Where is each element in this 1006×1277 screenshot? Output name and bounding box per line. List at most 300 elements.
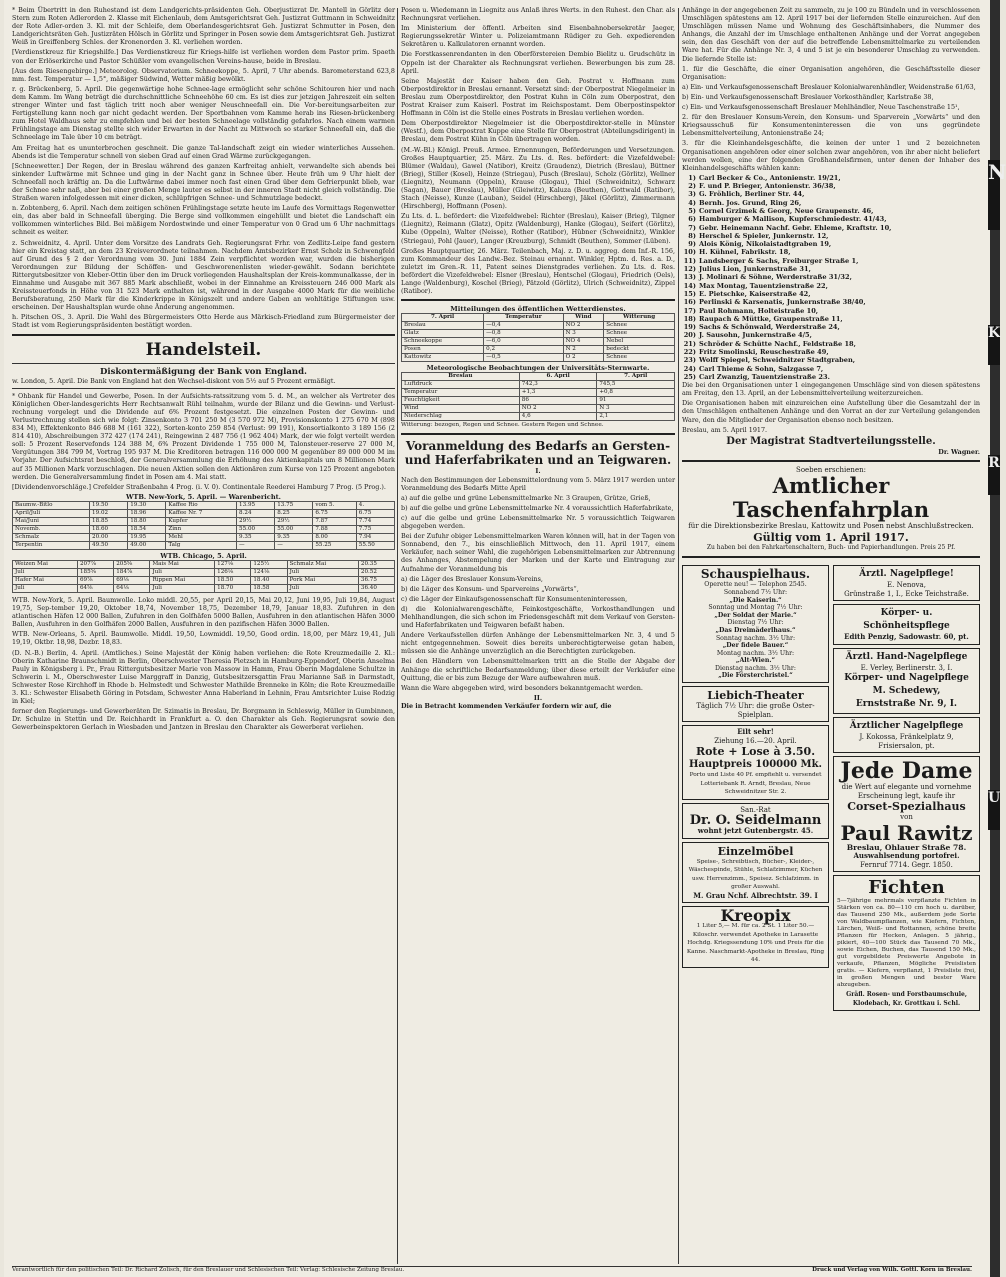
lotterie-main: Rote + Lose à 3.50. bbox=[695, 745, 816, 759]
table-cell: 7. April bbox=[597, 373, 675, 381]
seidelmann-ad bbox=[682, 803, 829, 839]
soeben-label: Soeben erschienen: bbox=[796, 465, 866, 474]
table-row bbox=[402, 314, 675, 322]
firm-number: 14) bbox=[683, 281, 696, 290]
voranmeldung-paragraph: Andere Verkaufsstellen dürfen Anhänge der Lebensmittelmarken Nr. 3, 4 und 5 nicht entgegennehmen. Soweit dies bereits unberechtigterweise getan haben, müssen sie die Anhänge unverzüglich an die Berechtigten zurückgeben. bbox=[401, 631, 675, 656]
table-cell: N 3 bbox=[563, 330, 604, 338]
nagelpflege-ad bbox=[833, 717, 980, 753]
schauspielhaus-line: Dienstag 7½ Uhr: bbox=[727, 619, 784, 627]
table-row bbox=[402, 405, 675, 413]
table-cell: 86 bbox=[519, 397, 597, 405]
col2-news-block bbox=[401, 6, 675, 295]
table-cell: 9.35 bbox=[275, 533, 313, 541]
fusspflege-line-2: Grünstraße 1, I., Ecke Teichstraße. bbox=[844, 589, 969, 598]
table-cell: — bbox=[275, 541, 313, 549]
table-cell: 55.50 bbox=[356, 541, 394, 549]
news-paragraph: * Beim Übertritt in den Ruhestand ist dem Landgerichts-präsidenten Geh. Oberjustizrat Dr. Mantell in Görlitz der Stern zum Roten Adlerorden 2. Klasse mit Eichenlaub, dem Amtsgerichtsrat Geh. Justizrat Guttmann in Schweidnitz der Rote Adler-orden 3. Kl. mit der Schleife, dem Oberlandesgerichtsrat Geh. Justizrat Schmutter in Posen, den Landgerichtsräten Geh. Justizräten Hölsch in Görlitz und Springer in Posen sowie dem Amtsgerichtsrat Geh. Justizrat Weiß in Greiffenberg Schles. der Kronenorden 3. Kl. verliehen worden. bbox=[12, 6, 395, 47]
lotterie-ad bbox=[682, 725, 829, 800]
schauspielhaus-line: „Das Dreimäderlhaus.“ bbox=[715, 626, 796, 634]
table-cell: 18.54 bbox=[128, 525, 166, 533]
weather-title: Mitteilungen des öffentlichen Wetterdienstes. bbox=[450, 305, 626, 314]
voranmeldung-paragraph: c) auf die gelbe und grüne Lebensmittelmarke Nr. 5 voraussichtlich Teigwaren abgegeben werden. bbox=[401, 513, 675, 531]
voranmeldung-paragraph: Nach den Bestimmungen der Lebensmittelordnung vom 5. März 1917 werden unter Voranmeldung des Bedarfs Mitte April bbox=[401, 475, 675, 492]
table-cell: Weizen Mai bbox=[13, 560, 78, 568]
market-chicago-title: WTB. Chicago, 5. April. bbox=[160, 551, 247, 560]
firm-number: 23) bbox=[683, 356, 696, 365]
lotterie-head: Eilt sehr! bbox=[737, 727, 774, 737]
table-cell: 127⅛ bbox=[215, 560, 251, 568]
observations-title: Meteorologische Beobachtungen der Universitäts-Sternwarte. bbox=[426, 364, 650, 373]
table-cell: 19.50 bbox=[90, 501, 128, 509]
firm-list-item bbox=[682, 307, 980, 315]
table-cell: 6. April bbox=[519, 373, 597, 381]
table-cell: 742,3 bbox=[519, 381, 597, 389]
firm-number: 5) bbox=[688, 206, 696, 215]
table-cell: Schnee bbox=[604, 330, 675, 338]
schauspielhaus-line: „Der Soldat der Marie.“ bbox=[714, 611, 797, 619]
voranmeldung-body bbox=[401, 476, 675, 692]
fichten-text: 5—7jährige mehrmals verpflanzte Fichten in Stärken von ca. 80—110 cm hoch u. darüber, das Tausend 250 Mk., außerdem jede Sorte von Waldbaumpflanzen, wie Kiefern, Fichten, Lärchen, Weiß- und Rottannen, schöne breite Pflanzen für Hecken, Anlagen. 5 jährig., pikiert, 40—100 Stück das Tausend 70 Mk., sowie Eichen, Buchen, das Tausend 150 Mk., gut vorgebildete Preiswerte Angebote in verkaufe, Pflanzen, Mögliche Preislisten gratis. — Kiefern, verpflanzt, 1 Preisliste frei, in großen Mengen und bester Ware abzugeben. bbox=[837, 898, 976, 989]
firm-number: 20) bbox=[683, 331, 696, 340]
jede-dame-title: Jede Dame bbox=[840, 758, 973, 785]
firm-list-item bbox=[682, 373, 980, 381]
schauspielhaus-line: „Alt-Wien.“ bbox=[735, 657, 776, 665]
firm-name: H. Kühnel, Fabrikstr. 18, bbox=[699, 248, 791, 257]
rawitz-tel: Fernruf 7714. Gegr. 1850. bbox=[860, 860, 953, 869]
liebich-ad bbox=[682, 686, 829, 722]
firm-list-item bbox=[682, 240, 980, 248]
firm-number: 3) bbox=[688, 190, 696, 199]
news-paragraph: Die Forstkassenrendanten in den Oberförstereien Dembio Bielitz u. Grudschütz in Oppeln ist der Charakter als Rechnungsrat verliehen. Bewerbungen bis zum 28. April. bbox=[401, 50, 675, 75]
news-paragraph: r. g. Brückenberg, 5. April. Die gegenwärtige hohe Schnee-lage ermöglicht sehr schöne Schitouren hier und nach dem Kamm. Im Wang beträgt die durchschnittliche Schneehöhe 60 cm. Es ist dies zur jetzigen Jahreszeit ein selten strenger Winter und fast täglich tritt noch aber weniger Neuschneefall ein. Die Vor-bereitungsarbeiten zur Fertigstellung kann noch gar nicht gedacht werden. Der Sportbahnen vom Kamme herab ins Riesen-brückenberg zum Hotel Waldhaus sehr zu empfehlen und bei der besten Schneelage vollständig gefahrlos. Nach einem warmen Frühlingstage am Dienstag stellte sich wider Erwarten in der Nacht zu Mittwoch so starker Schneefall ein, daß die Schneelage im Tale über 10 cm beträgt. bbox=[12, 84, 395, 142]
firm-name: Julius Lion, Junkernstraße 31, bbox=[699, 265, 811, 274]
handpflege-sub: E. Verley, Berlinerstr. 3, I. bbox=[860, 663, 953, 672]
firm-name: Wolff Spiegel, Schweidnitzer Stadtgraben, bbox=[699, 356, 856, 365]
table-cell: 29½ bbox=[275, 517, 313, 525]
table-cell: 55.00 bbox=[275, 525, 313, 533]
table-cell: Nebel bbox=[604, 338, 675, 346]
firm-list-item bbox=[682, 348, 980, 356]
firm-name: Carl Zwanzig, Tauentzienstraße 23. bbox=[699, 372, 830, 381]
news-paragraph: WTB. New-York, 5. April. Baumwolle. Loko middl. 20,55, per April 20,15, Mai 20,12, Juni 19,95, Juli 19,84, August 19,75, Sep-tember 19,20, Oktober 18,74, November 18,75, Dezember 18,79, Januar 18,83. Zufuhren in den atlantischen Häfen 12 000 Ballen, Zufuhren in den Golfhäfen 5000 Ballen, Ausfuhren in den atlantischen Häfen 3000 Ballen, Ausfuhren in den Golfhäfen 2000 Ballen, Ausfuhren in den pazifischen Häfen 3000 Ballen. bbox=[12, 595, 395, 629]
col1-news-block bbox=[12, 6, 395, 330]
market-chicago-table bbox=[12, 560, 395, 593]
table-cell: Mai/Juni bbox=[13, 517, 90, 525]
divider bbox=[12, 388, 395, 389]
table-cell: — bbox=[237, 541, 275, 549]
voranmeldung-paragraph: a) auf die gelbe und grüne Lebensmittelmarke Nr. 3 Graupen, Grütze, Grieß, bbox=[401, 493, 651, 502]
koerperpflege-title: Körper- u. Schönheitspflege bbox=[863, 608, 950, 632]
table-cell: 19.02 bbox=[90, 509, 128, 517]
firm-name: Fritz Smolinski, Reuschestraße 49, bbox=[699, 348, 829, 357]
table-cell: Kupfer bbox=[166, 517, 237, 525]
fusspflege-title: Ärztl. Nagelpflege! bbox=[859, 569, 954, 580]
table-cell: Juli bbox=[13, 568, 78, 576]
voranmeldung-paragraph: b) auf die gelbe und grüne Lebensmittelmarke Nr. 4 voraussichtlich Haferfabrikate, bbox=[401, 503, 674, 512]
handpflege-ad bbox=[833, 648, 980, 715]
ads-grid bbox=[682, 562, 980, 1014]
edge-letter: R bbox=[988, 455, 1000, 471]
news-paragraph: h. Pitschen OS., 3. April. Die Wahl des Bürgermeisters Otto Herde aus Märkisch-Friedland zum Bürgermeister der Stadt ist vom Regierungspräsidenten bestätigt worden. bbox=[12, 313, 395, 330]
finance-paragraph: [Dividendenvorschläge.] Crefelder Straßenbahn 4 Prog. (i. V. 0). Continentale Reederei Hamburg 7 Prog. (5 Prog.). bbox=[12, 482, 386, 491]
news-paragraph: Dem Oberpostdirektor Niegelmeier ist die Oberpostdirektor-stelle in Münster (Westf.), dem Oberpostrat Kuppe eine Stelle für Oberpostrat (Abteilungsdirigent) in Breslau, dem Postrat Kühn in Cöln übertragen worden. bbox=[401, 119, 675, 144]
column-3 bbox=[682, 6, 980, 1268]
table-cell: 18.40 bbox=[251, 576, 287, 584]
discount-title: Diskontermäßigung der Bank von England. bbox=[99, 366, 307, 377]
notice-paragraph: c) Ein- und Verkaufsgenossenschaft Breslauer Mehlhändler, Neue Taschenstraße 15¹, bbox=[682, 103, 960, 112]
corset-label: Corset-Spezialhaus bbox=[847, 800, 966, 814]
table-cell: 7.87 bbox=[313, 517, 356, 525]
schauspielhaus-line: Montag nachm. 3½ Uhr: bbox=[716, 649, 795, 657]
handelsteil-title: Handelsteil. bbox=[145, 339, 262, 360]
table-cell: Schnee bbox=[604, 354, 675, 362]
table-cell: Rippen Mai bbox=[150, 576, 215, 584]
col1-finance-block bbox=[12, 392, 395, 491]
koerper2-title: Körper- und Nagelpflege bbox=[844, 673, 969, 684]
firm-number: 2) bbox=[688, 182, 696, 191]
edge-fragment bbox=[988, 790, 1000, 830]
fichten-ad bbox=[833, 875, 980, 1011]
fahrplan-title: Amtlicher Taschenfahrplan bbox=[732, 473, 930, 523]
table-row bbox=[13, 568, 395, 576]
table-cell: 18.50 bbox=[215, 576, 251, 584]
table-cell: Wind bbox=[402, 405, 520, 413]
firm-number: 12) bbox=[683, 265, 696, 274]
notice-paragraph: 3. für die Kleinhandelsgeschäfte, die keinen der unter 1 und 2 bezeichneten Organisationen angehören oder einer solchen zwar angehören, von ihr aber nicht beliefert werden wollen, eine der folgenden Großhandelsfirmen, unter denen der Inhaber des Kleinhandelsgeschäfts wählen kann: bbox=[682, 139, 980, 172]
table-cell: 125½ bbox=[251, 560, 287, 568]
firm-list-item bbox=[682, 282, 980, 290]
voranmeldung-paragraph: c) die Läger der Einkaufsgenossenschaft für Konsumenteninteressen, bbox=[401, 594, 628, 603]
firm-number: 10) bbox=[683, 248, 696, 257]
table-cell: 745,5 bbox=[597, 381, 675, 389]
voranmeldung-last: Die in Betracht kommenden Verkäufer fordern wir auf, die bbox=[401, 701, 612, 710]
table-cell: 29½ bbox=[237, 517, 275, 525]
firm-list-item bbox=[682, 290, 980, 298]
table-row bbox=[402, 338, 675, 346]
rawitz-ad bbox=[833, 756, 980, 872]
firm-name: F. und P. Brieger, Antonienstr. 36/38, bbox=[699, 182, 836, 191]
firm-list-item bbox=[682, 182, 980, 190]
edge-fragment bbox=[988, 325, 1000, 365]
firm-name: Gebr. Heinemann Nachf. Gebr. Ehleme, Kraftstr. 10, bbox=[699, 223, 892, 232]
table-row bbox=[402, 346, 675, 354]
rawitz-sub: Auswahlsendung portofrei. bbox=[853, 851, 960, 861]
table-cell: Juli bbox=[150, 584, 215, 592]
table-cell: 20.35 bbox=[358, 560, 394, 568]
table-row bbox=[402, 330, 675, 338]
table-cell: Terpentin bbox=[13, 541, 90, 549]
firm-list-item bbox=[682, 199, 980, 207]
table-cell: 207⅞ bbox=[78, 560, 114, 568]
lotterie-date: Ziehung 16.—20. April. bbox=[714, 736, 797, 745]
table-cell: N 3 bbox=[597, 405, 675, 413]
news-paragraph: Zu Lts. d. L. befördert: die Vizefeldwebel: Richter (Breslau), Kaiser (Brieg), Tilgner (Liegnitz), Reimann (Glatz), Opitz (Waldenburg), Hanke (Glogau), Seifert (Görlitz), Kube (Oppeln), Walter (Neisse), Rother (Ratibor), Hübner (Schweidnitz), Winkler (Striegau), Pohl (Jauer), Langer (Kreuzburg), Schmidt (Beuthen), Sommer (Lüben). bbox=[401, 212, 675, 245]
divider bbox=[12, 334, 395, 336]
table-cell: +0,8 bbox=[597, 389, 675, 397]
firm-list-item bbox=[682, 365, 980, 373]
firm-name: G. Fröhlich, Berliner Str. 44, bbox=[699, 190, 805, 199]
firm-name: Sachs & Schönwald, Werderstraße 24, bbox=[699, 323, 840, 332]
divider bbox=[12, 363, 395, 364]
nagelpflege-title: Ärztlicher Nagelpflege bbox=[849, 721, 964, 732]
moebel-title: Einzelmöbel bbox=[717, 844, 794, 858]
edge-letter: U bbox=[988, 790, 1001, 806]
news-paragraph: [Aus dem Riesengebirge.] Meteorolog. Observatorium. Schneekoppe, 5. April, 7 Uhr abends. Barometerstand 623,8 mm. fest. Temperatur — 1,5°, mäßiger Südwind, Wetter mäßig bewölkt. bbox=[12, 66, 395, 83]
fichten-firm: Gräfl. Rosen- und Forstbaumschule, Klodebach, Kr. Grottkau i. Schl. bbox=[846, 991, 967, 1007]
table-cell: NO 2 bbox=[519, 405, 597, 413]
table-cell: —6,0 bbox=[484, 338, 563, 346]
divider bbox=[682, 460, 980, 462]
table-row bbox=[13, 533, 395, 541]
table-row bbox=[13, 584, 395, 592]
table-cell: 6.75 bbox=[313, 509, 356, 517]
edge-letter: N bbox=[988, 160, 1006, 184]
news-paragraph: n. Zobtenberg, 6. April. Nach dem zeitigen schönen Frühlingstage setzte heute im Laufe des Vormittags Regenwetter ein, das aber bald in Schneefall überging. Die Berge sind vollkommen eingehüllt und bietet die Landschaft ein vollkommen winterliches Bild. Bei mäßigem Nordostwinde und einer Temperatur von 0 Grad um 6 Uhr nachmittags schneit es weiter. bbox=[12, 204, 395, 237]
kreopix-title: Kreopix bbox=[720, 906, 791, 926]
voranmeldung-roman-2: II. bbox=[533, 693, 543, 702]
table-cell: Schmalz bbox=[13, 533, 90, 541]
firm-number: 7) bbox=[688, 223, 696, 232]
firm-number: 8) bbox=[688, 231, 696, 240]
table-cell: —0,4 bbox=[484, 322, 563, 330]
news-paragraph: (D. N.-B.) Berlin, 4. April. (Amtliches.) Seine Majestät der König haben verliehen: die Rote Kreuzmedaille 2. Kl.: Oberin Katharine Braunschmidt in Berlin, Oberschwester Theresia Pietzsch in Hamburg-Eppendorf, Oberin Anselma Pauly in Königsberg i. Pr., Frau Rittergutsbesitzer Marie von Massow in Hamm, Frau Oberin Magdalene Schultze in Schwerin i. M., Oberschwester Luise Marggraff in Danzig, Gutsbesitzersgattin Frau Marianne Saß in Darmstadt, Schwester Rose Kirchhoff in Rhode b. Helmstedt und Schwester Mathilde Brenneke in Köln; die Rote Kreuzmedaille 3. Kl.: Schwester Elisabeth Göring in Potsdam, Schwester Anna Haberland in Lehnin, Frau Amtsrichter Luise Rodzig in Kiel; bbox=[12, 648, 395, 706]
firm-name: Carl Thieme & Sohn, Salzgasse 7, bbox=[699, 364, 824, 373]
table-cell: 19.30 bbox=[128, 501, 166, 509]
column-1 bbox=[12, 6, 395, 1268]
table-cell: 18.58 bbox=[251, 584, 287, 592]
table-cell: NO 2 bbox=[563, 322, 604, 330]
table-row bbox=[13, 525, 395, 533]
firm-list-item bbox=[682, 174, 980, 182]
table-row bbox=[13, 541, 395, 549]
firm-number: 25) bbox=[683, 372, 696, 381]
table-cell: 205⅝ bbox=[114, 560, 150, 568]
voranmeldung-paragraph: b) die Läger des Konsum- und Sparvereins „Vorwärts“, bbox=[401, 584, 579, 593]
firm-list bbox=[682, 174, 980, 381]
firm-list-item bbox=[682, 331, 980, 339]
table-cell: Luftdruck bbox=[402, 381, 520, 389]
table-cell: Schnee bbox=[604, 322, 675, 330]
table-row bbox=[13, 509, 395, 517]
table-cell: 184⅞ bbox=[114, 568, 150, 576]
news-paragraph: Im Ministerium der öffentl. Arbeiten sind Eisenbahnobersekretär Jaeger, Regierungssekretär Winter u. Polizeiamtmann Rüdiger zu Geh. expedierenden Sekretären u. Kalkulatoren ernannt worden. bbox=[401, 24, 675, 49]
moebel-firm: M. Grau Nchf. Albrechtstr. 39. I bbox=[693, 890, 818, 900]
moebel-ad bbox=[682, 842, 829, 904]
table-row bbox=[402, 413, 675, 421]
seidelmann-sub: wohnt jetzt Gutenbergstr. 45. bbox=[697, 826, 814, 836]
news-paragraph: [Verdienstkreuz für Kriegshilfe.] Das Verdienstkreuz für Kriegs-hilfe ist verliehen worden dem Pastor prim. Spaeth von der Erlöserkirche und Pastor Schüßler vom evangelischen Vereins-hause, beide in Breslau. bbox=[12, 48, 395, 65]
table-cell: Kaffee Rio bbox=[166, 501, 237, 509]
table-cell: 55.25 bbox=[313, 541, 356, 549]
firm-number: 18) bbox=[683, 314, 696, 323]
firm-number: 1) bbox=[688, 173, 696, 182]
col3-notice-block bbox=[682, 6, 980, 172]
firm-list-item bbox=[682, 273, 980, 281]
table-cell: —0,8 bbox=[484, 330, 563, 338]
firm-name: Carl Becker & Co., Antonienstr. 19/21, bbox=[699, 173, 841, 182]
lotterie-prize: Hauptpreis 100000 Mk. bbox=[688, 759, 823, 771]
table-cell: 9.35 bbox=[237, 533, 275, 541]
table-cell: 124⅛ bbox=[251, 568, 287, 576]
firm-number: 15) bbox=[683, 289, 696, 298]
koerperpflege-sub: Edith Penzig, Sadowastr. 60, pt. bbox=[844, 632, 969, 642]
table-cell: Mehl bbox=[166, 533, 237, 541]
weather-table bbox=[401, 313, 675, 362]
table-cell: +1,3 bbox=[519, 389, 597, 397]
news-paragraph: WTB. New-Orleans, 5. April. Baumwolle. Middl. 19,50, Lowmiddl. 19,50, Good ordin. 18,00, per März 19,41, Juli 19,19, Oktbr. 18,98, Dezbr. 18,83. bbox=[12, 630, 395, 647]
notice-paragraph: b) Ein- und Verkaufsgenossenschaft Breslauer Vorkosthändler, Karlstraße 38, bbox=[682, 92, 934, 101]
table-cell: Juli bbox=[150, 568, 215, 576]
firm-number: 17) bbox=[683, 306, 696, 315]
liebich-sub: Täglich 7½ Uhr: die große Oster-Spielplan. bbox=[696, 702, 815, 719]
news-paragraph: Großes Hauptquartier, 26. März. Teilenbach, Maj. z. D. u. aggreg. dem Inf.-R. 156, zum Kommandeur des Landw.-Bez. Steinau ernannt. Winkler, Hptm. d. Res. a. D., zuletzt im Gren.-R. 11, Patent seines Dienstgrades verliehen. Zu Lts. d. Res. befördert die Vizefeldwebel: Elsner (Breslau), Hentschel (Glogau), Friedrich (Oels), Lange (Waldenburg), Koschel (Brieg), Pätzold (Görlitz), Ulrich (Schweidnitz), Zippel (Ratibor). bbox=[401, 246, 675, 296]
table-cell: Feuchtigkeit bbox=[402, 397, 520, 405]
table-cell: 36.40 bbox=[358, 584, 394, 592]
table-cell: Pork Mai bbox=[287, 576, 358, 584]
table-cell: 19.95 bbox=[128, 533, 166, 541]
col1-bottom-block bbox=[12, 596, 395, 732]
table-cell: Breslau bbox=[402, 322, 484, 330]
table-cell: Mais Mai bbox=[150, 560, 215, 568]
table-cell: Temperatur bbox=[402, 389, 520, 397]
table-row bbox=[402, 322, 675, 330]
observations-table bbox=[401, 372, 675, 421]
table-cell: Zinn bbox=[166, 525, 237, 533]
firm-list-item bbox=[682, 207, 980, 215]
firm-number: 16) bbox=[683, 298, 696, 307]
table-row bbox=[402, 381, 675, 389]
firm-number: 22) bbox=[683, 348, 696, 357]
table-cell: Temperatur bbox=[484, 314, 563, 322]
firm-name: Hamburger & Mallison, Kupferschmiedestr. 41/43, bbox=[699, 215, 887, 224]
rawitz-addr: Breslau, Ohlauer Straße 78. bbox=[846, 842, 967, 852]
divider bbox=[401, 299, 675, 301]
divider bbox=[682, 556, 980, 558]
firm-list-item bbox=[682, 298, 980, 306]
table-cell: 55.00 bbox=[237, 525, 275, 533]
voranmeldung-paragraph: a) die Läger des Breslauer Konsum-Vereins, bbox=[401, 574, 543, 583]
table-cell: 20.52 bbox=[358, 568, 394, 576]
firm-list-item bbox=[682, 190, 980, 198]
table-cell: 36.75 bbox=[358, 576, 394, 584]
table-cell: 4. bbox=[356, 501, 394, 509]
notice-paragraph: Die bei den Organisationen unter 1 eingegangenen Umschläge sind von diesen spätestens am Freitag, den 13. April, an der Lebensmittelverteilung weiterzureichen. bbox=[682, 381, 980, 398]
dateline: Breslau, am 5. April 1917. bbox=[682, 425, 768, 434]
table-cell: Glatz bbox=[402, 330, 484, 338]
firm-name: Max Montag, Tauentzienstraße 22, bbox=[699, 281, 828, 290]
nagelpflege-sub: J. Kokossa, Fränkelplatz 9, Frisiersalon, pt. bbox=[859, 733, 954, 750]
table-row bbox=[402, 397, 675, 405]
fichten-title: Fichten bbox=[868, 877, 945, 899]
firm-name: Paul Rohmann, Holteistraße 10, bbox=[699, 306, 819, 315]
firm-list-item bbox=[682, 257, 980, 265]
table-cell: 18.80 bbox=[128, 517, 166, 525]
moebel-text: Speise-, Schreibtisch, Bücher-, Kleider-, Wäschespinde, Stühle, Schlafzimmer, Küchen usw. Herrenzimm., Speisez. Schlafzimm. in großer Auswahl. bbox=[688, 858, 823, 891]
firm-number: 13) bbox=[683, 273, 696, 282]
table-cell: vom 5. bbox=[313, 501, 356, 509]
table-cell: 18.70 bbox=[215, 584, 251, 592]
firm-name: Perlinski & Karsenatis, Junkernstraße 38/40, bbox=[699, 298, 866, 307]
footer-right: Druck und Verlag von Wilh. Gottl. Korn in Breslau. bbox=[812, 1267, 972, 1273]
schauspielhaus-line: „Die Kaiserin.“ bbox=[729, 596, 782, 604]
newspaper-page bbox=[4, 0, 990, 1277]
firm-list-item bbox=[682, 232, 980, 240]
firm-list-item bbox=[682, 224, 980, 232]
firm-name: Alois König, Nikolaistadtgraben 19, bbox=[699, 240, 832, 249]
table-cell: Baumw.-Bitlo bbox=[13, 501, 90, 509]
news-paragraph: (M.-W.-Bl.) Königl. Preuß. Armee. Ernennungen, Beförderungen und Versetzungen. Großes Hauptquartier, 25. März. Zu Lts. d. Res. befördert: die Vizefeldwebel: Blümer (Waldau), Gawel (Natibor), Kreitz (Graudenz), Dietrich (Breslau), Büttner (Brieg), Stiller (Kosel), Heinze (Striegau), Pusch (Breslau), Scholz (Görlitz), Wellner (Liegnitz), Neumann (Oppeln), Krause (Glogau), Thiel (Schweidnitz), Schwarz (Sagan), Bauer (Breslau), Müller (Gleiwitz), Kaluza (Beuthen), Gottwald (Ratibor), Stach (Neisse), Kunze (Lauban), Seidel (Hirschberg), Jäkel (Görlitz), Zimmermann (Hirschberg), Hoffmann (Posen). bbox=[401, 145, 675, 211]
table-cell: 49.00 bbox=[128, 541, 166, 549]
table-cell: N 2 bbox=[563, 346, 604, 354]
table-cell: 8.25 bbox=[275, 509, 313, 517]
magistrat: Der Magistrat Stadtverteilungsstelle. bbox=[726, 435, 936, 447]
seidelmann-name: Dr. O. Seidelmann bbox=[689, 813, 822, 829]
liebich-title: Liebich-Theater bbox=[707, 689, 804, 703]
table-cell: 8.24 bbox=[237, 509, 275, 517]
kreopix-ad bbox=[682, 906, 829, 968]
firm-number: 19) bbox=[683, 323, 696, 332]
table-cell: 6.75 bbox=[356, 509, 394, 517]
firm-list-item bbox=[682, 265, 980, 273]
table-cell: 185⅝ bbox=[78, 568, 114, 576]
table-cell: 7.75 bbox=[356, 525, 394, 533]
table-cell: 7.88 bbox=[313, 525, 356, 533]
seidelmann-pre: San.-Rat bbox=[740, 805, 771, 814]
table-cell: —0,5 bbox=[484, 354, 563, 362]
schauspielhaus-line: Sonntag und Montag 7½ Uhr: bbox=[708, 604, 803, 612]
voranmeldung-paragraph: Wann die Ware abgegeben wird, wird besonders bekanntgemacht werden. bbox=[401, 683, 643, 692]
table-cell: 4,6 bbox=[519, 413, 597, 421]
table-cell: Talg bbox=[166, 541, 237, 549]
voranmeldung-paragraph: d) die Kolonialwarengeschäfte, Feinkostgeschäfte, Vorkosthandlungen und Mehlhandlungen, die sich schon im Friedensgeschäft mit dem Verkauf von Gersten- und Haferfabrikaten und Teigwaren befaßt haben. bbox=[401, 604, 675, 630]
fusspflege-line-1: E. Nenova, bbox=[887, 581, 926, 590]
table-cell: 49.50 bbox=[90, 541, 128, 549]
footer-left: Verantwortlich für den politischen Teil: Dr. Richard Zolisch, für den Breslauer und Schlesischen Teil: Verlag: Schlesische Zeitung Breslau. bbox=[12, 1267, 405, 1273]
table-cell: bedeckt bbox=[604, 346, 675, 354]
table-cell: 0,2 bbox=[484, 346, 563, 354]
firm-number: 6) bbox=[688, 215, 696, 224]
kreopix-text: 1 Liter 5,— M. für ca. 2 St. 1 Liter 50.— Kiloschr. verwendet Apotheke in Larasette Hochdg. Kriegssendung 10% und Preis für die Kanne. Naschmarkt-Apotheke in Breslau, Ring 44. bbox=[686, 923, 825, 964]
news-paragraph: Seine Majestät der Kaiser haben den Geh. Postrat v. Hoffmann zum Oberpostdirektor in Breslau ernannt. Versetzt sind: der Oberpostrat Niegelmeier in Breslau zum Oberpostdirektor, den Postrat Kuhn in Cöln zum Oberpostrat, den Postrat Kraiser zum Kaiserl. Postrat im Reichspostamt. Dem Oberpostinspektor Hoffmann in Cöln ist die Stelle eines Postrats in Breslau verliehen worden. bbox=[401, 76, 675, 118]
schauspielhaus-line: Sonnabend 7½ Uhr: bbox=[723, 588, 788, 596]
table-row bbox=[13, 517, 395, 525]
discount-text: w. London, 5. April. Die Bank von England hat den Wechsel-diskont von 5½ auf 5 Prozent ermäßigt. bbox=[12, 376, 336, 385]
voranmeldung-paragraph: Bei den Händlern von Lebensmittelmarken tritt an die Stelle der Abgabe der Anhänge die schriftliche Bedarfsanmeldung; über diese erteilt der Verkäufer eine Quittung, die er bis zum Bezuge der Ware aufbewahren muß. bbox=[401, 657, 675, 682]
jede-dame-text: die Wert auf elegante und vornehme Erscheinung legt, kaufe ihr bbox=[841, 783, 972, 800]
news-paragraph: z. Schweidnitz, 4. April. Unter dem Vorsitze des Landrats Geh. Regierungsrat Frhr. von Zedlitz-Leipe fand gestern hier ein Kreistag statt, an dem 23 Kreisverordnete teilnahmen. Nachdem Amtsbezirker Ernst Scholz in Schwengfeld auf Grund des § 2 der Verordnung vom 30. Juni 1884 Zein verpflichtet worden war, wurden die bisherigen Verordnungen zur Bildung der Schöffen- und Geschworenenlisten wieder-gewählt. Sodann berichtete Rittergutsbesitzer von Kleber-Ottin über den im Druck vorliegenden Haushaltsplan der Kreis-kommunalkasse, der in Einnahme und Ausgabe mit 367 885 Mark abschließt, wobei in der Einnahme an Kreissteuern 246 000 Mark als Kreissteuerfonds in Höhe von 31 523 Mark enthalten ist, während in der Ausgabe 4000 Mark für die weibliche Berufsberatung, 250 Mark für die Kinderkrippe in Königszelt und andere Gaben an wohltätige Stiftungen usw. erscheinen. Der Haushaltsplan wurde ohne Änderung angenommen. bbox=[12, 238, 395, 312]
divider bbox=[401, 433, 675, 435]
col3-after-block bbox=[682, 381, 980, 423]
firm-list-item bbox=[682, 323, 980, 331]
finance-paragraph: * Ohbank für Handel und Gewerbe, Posen. In der Aufsichts-ratssitzung vom 5. d. M., an welcher als Vertreter des Königlichen Ober-landesgerichts Herr Rechtsanwalt Rühl teilnahm, wurde der Bilanz und die Gewinn- und Verlust-rechnung vorgelegt und die Dividende auf 6% Prozent festgesetzt. Die einzelnen Posten der Gewinn- und Verlustrechnung stellen sich wie folgt: Zinsenkonto 3 701 250 M (3 570 972 M), Provisionskonto 1 275 670 M (898 834 M), Effektenkonto 846 688 M (161 322), Sorten-konto 259 854 (Verlust: 99 191), Konsortialkonto 3 189 156 (2 814 410), Abschreibungen 372 427 (174 241), Reingewinn 2 487 756 (1 962 404) Mark, der wie folgt verteilt werden soll: 5 Prozent Reservefonds 124 388 M, 6% Prozent Dividende 1 755 000 M, Talonsteuer-reserve 27 000 M, Vergütungen 384 799 M, Vortrag 195 937 M. Die Kreditoren betragen 116 000 000 M gegenüber 89 000 000 M im Vorjahr. Der Aufsichtsrat beschloß, der Generalversammlung die Erhöhung des Aktienkapitals um 8 Millionen Mark auf 35 Millionen Mark vorzuschlagen. Die neuen Aktien sollen den Aktionären zum Kurse von 125 Prozent angeboten werden. Die Generalversammlung findet in Posen am 4. Mai statt. bbox=[12, 391, 395, 481]
notice-paragraph: Anhänge in der angegebenen Zeit zu sammeln, zu je 100 zu Bündeln und in verschlossenen Umschlägen spätestens am 12. April 1917 bei der liefernden Stelle einzureichen. Auf den Umschlägen müssen Name und Wohnung des Geschäftsinhabers, die Nummer des Anhangs, die Anzahl der im Umschlage enthaltenen Anhänge und der Vorrat angegeben sein, den das Geschäft von der auf die betreffende Lebensmittelmarke zu verteilenden Ware hat. Für die Anhänge Nr. 3, 4 und 5 ist je ein besonderer Umschlag zu verwenden. Die liefernde Stelle ist: bbox=[682, 6, 980, 63]
table-cell: Witterung bbox=[604, 314, 675, 322]
table-cell: 18.60 bbox=[90, 525, 128, 533]
observations-note: Witterung: bezogen, Regen und Schnee. Gestern Regen und Schnee. bbox=[401, 422, 604, 429]
firm-list-item bbox=[682, 215, 980, 223]
table-cell: Kaffee Nr. 7 bbox=[166, 509, 237, 517]
firm-list-item bbox=[682, 248, 980, 256]
firm-number: 11) bbox=[683, 256, 696, 265]
firm-list-item bbox=[682, 315, 980, 323]
firm-number: 9) bbox=[688, 240, 696, 249]
table-cell: Wind bbox=[563, 314, 604, 322]
table-cell: Posen bbox=[402, 346, 484, 354]
table-cell: Breslau bbox=[402, 373, 520, 381]
schauspielhaus-line: Dienstag nachm. 3½ Uhr: bbox=[715, 664, 796, 672]
market-ny-table bbox=[12, 501, 395, 550]
notice-paragraph: a) Ein- und Verkaufsgenossenschaft Breslauer Kolonialwarenhändler, Weidenstraße 61/63, bbox=[682, 82, 976, 91]
